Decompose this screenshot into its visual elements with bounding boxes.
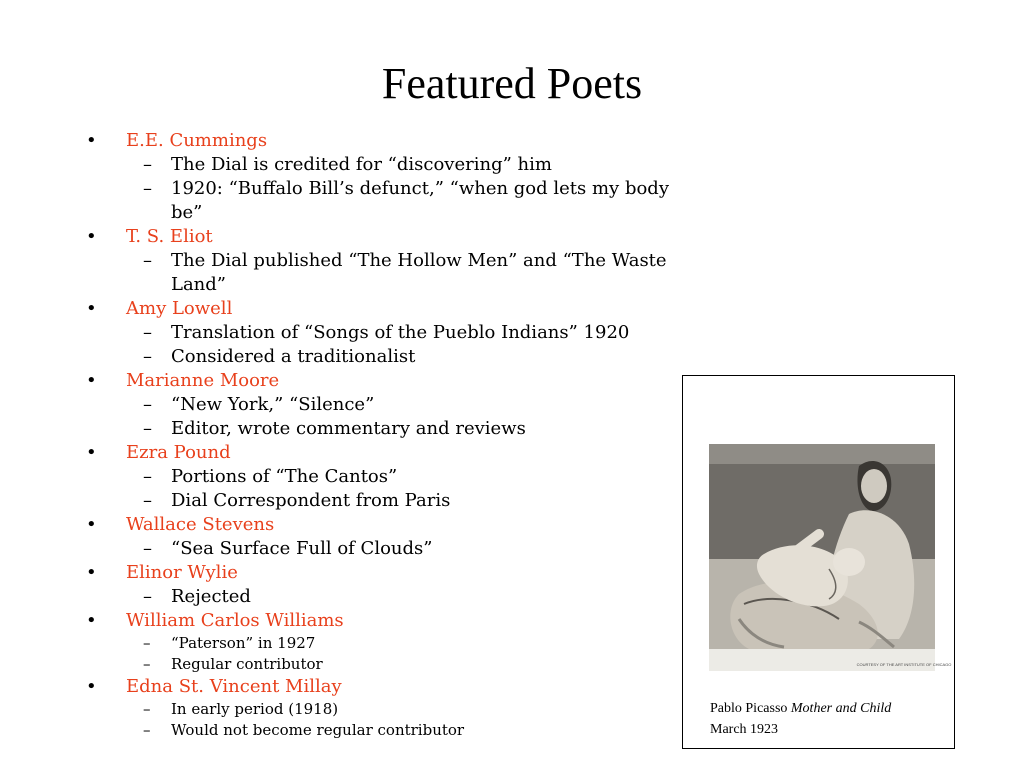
note-item (86, 417, 686, 441)
poet-notes (126, 153, 686, 225)
note-text: In early period (1918) (171, 700, 339, 718)
photo-credit-text: COURTESY OF THE ART INSTITUTE OF CHICAGO (856, 662, 952, 667)
dash-icon: – (143, 586, 152, 607)
dash-icon: – (143, 538, 152, 559)
note-item (86, 177, 686, 225)
poet-name: William Carlos Williams (126, 610, 344, 631)
poet-list (86, 129, 686, 741)
caption-artist: Pablo Picasso (710, 701, 788, 716)
dash-icon: – (143, 346, 152, 367)
poet-name: Ezra Pound (126, 442, 231, 463)
picture-frame (682, 375, 955, 749)
note-item (86, 489, 686, 513)
dash-icon: – (143, 250, 152, 271)
picasso-mother-and-child-image (709, 444, 952, 671)
dash-icon: – (143, 178, 152, 199)
note-text: The Dial published “The Hollow Men” and “The Waste Land” (171, 250, 667, 295)
bullet-icon: • (86, 226, 97, 247)
poet-name: T. S. Eliot (126, 226, 213, 247)
note-item (86, 585, 686, 609)
note-text: Editor, wrote commentary and reviews (171, 418, 526, 439)
dash-icon: – (143, 634, 151, 652)
caption-date: March 1923 (710, 722, 779, 737)
poet-notes (126, 633, 686, 675)
poet-item (86, 675, 686, 741)
dash-icon: – (143, 394, 152, 415)
note-text: “New York,” “Silence” (171, 394, 375, 415)
poet-item (86, 441, 686, 513)
note-text: “Sea Surface Full of Clouds” (171, 538, 433, 559)
poet-item (86, 513, 686, 561)
note-item (86, 720, 686, 741)
note-text: Would not become regular contributor (171, 721, 465, 739)
poet-item (86, 129, 686, 225)
note-text: Considered a traditionalist (171, 346, 416, 367)
poet-item (86, 609, 686, 675)
poet-name: Wallace Stevens (126, 514, 275, 535)
poet-notes (126, 537, 686, 561)
bullet-icon: • (86, 442, 97, 463)
note-text: Rejected (171, 586, 251, 607)
bullet-icon: • (86, 298, 97, 319)
caption-work-title: Mother and Child (790, 701, 892, 716)
poet-name: Amy Lowell (126, 298, 233, 319)
poet-notes (126, 321, 686, 369)
poet-item (86, 297, 686, 369)
dash-icon: – (143, 418, 152, 439)
note-item (86, 654, 686, 675)
note-text: Regular contributor (171, 655, 323, 673)
bullet-icon: • (86, 610, 97, 631)
note-item (86, 465, 686, 489)
note-text: Portions of “The Cantos” (171, 466, 398, 487)
note-text: Translation of “Songs of the Pueblo Indians” 1920 (171, 322, 630, 343)
bullet-icon: • (86, 514, 97, 535)
poet-notes (126, 585, 686, 609)
dash-icon: – (143, 721, 151, 739)
poet-name: E.E. Cummings (126, 130, 268, 151)
poet-notes (126, 699, 686, 741)
note-item (86, 153, 686, 177)
slide-title: Featured Poets (381, 59, 643, 108)
note-text: Dial Correspondent from Paris (171, 490, 451, 511)
bullet-icon: • (86, 676, 97, 697)
note-item (86, 537, 686, 561)
note-item (86, 345, 686, 369)
poet-name: Marianne Moore (126, 370, 280, 391)
poet-item (86, 225, 686, 297)
dash-icon: – (143, 700, 151, 718)
dash-icon: – (143, 466, 152, 487)
bullet-icon: • (86, 130, 97, 151)
bullet-icon: • (86, 370, 97, 391)
poet-name: Elinor Wylie (126, 562, 238, 583)
note-item (86, 249, 686, 297)
note-text: “Paterson” in 1927 (171, 634, 316, 652)
note-item (86, 321, 686, 345)
note-item (86, 699, 686, 720)
dash-icon: – (143, 154, 152, 175)
poet-name: Edna St. Vincent Millay (126, 676, 342, 697)
dash-icon: – (143, 490, 152, 511)
note-item (86, 393, 686, 417)
poet-notes (126, 465, 686, 513)
note-text: 1920: “Buffalo Bill’s defunct,” “when god lets my body be” (171, 178, 669, 223)
poet-item (86, 561, 686, 609)
dash-icon: – (143, 655, 151, 673)
poet-notes (126, 393, 686, 441)
dash-icon: – (143, 322, 152, 343)
bullet-icon: • (86, 562, 97, 583)
note-item (86, 633, 686, 654)
poet-item (86, 369, 686, 441)
image-caption (710, 698, 950, 740)
note-text: The Dial is credited for “discovering” him (171, 154, 552, 175)
poet-notes (126, 249, 686, 297)
